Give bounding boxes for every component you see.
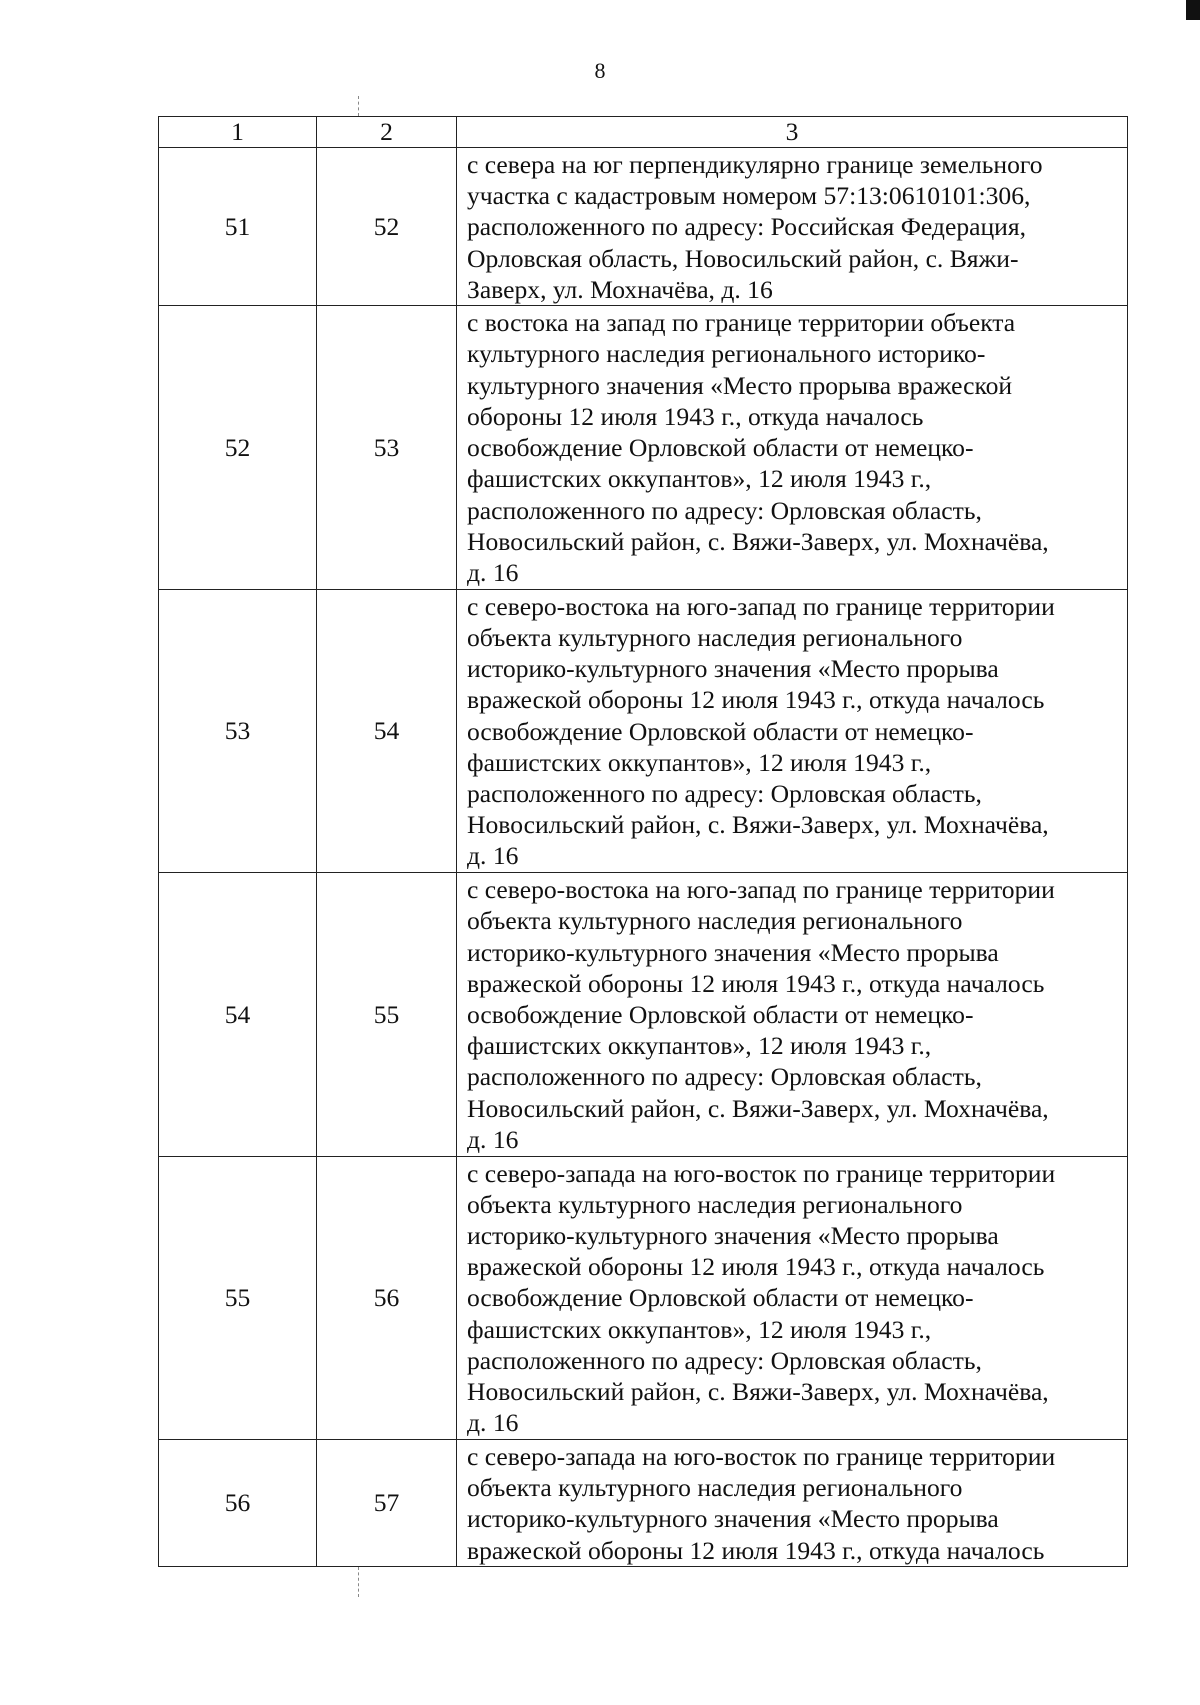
from-point-cell: 53	[159, 589, 317, 872]
to-point-cell: 57	[317, 1439, 457, 1566]
table-row	[159, 306, 1128, 589]
boundary-points-table	[158, 116, 1128, 1567]
boundary-description-cell: с востока на запад по границе территории объекта культурного наследия регионального историко- культурного значения «Место прорыва вражеской обороны 12 июля 1943 г., откуда началось освобождение Орловской области от немецко- фашистских оккупантов», 12 июля 1943 г., расположенного по адресу: Орловская область, Новосильский район, с. Вяжи-Заверх, ул. Мохначёва, д. 16	[457, 306, 1128, 589]
boundary-description-cell: с северо-запада на юго-восток по границе территории объекта культурного наследия регионального историко-культурного значения «Место прорыва вражеской обороны 12 июля 1943 г., откуда началось освобождение Орловской области от немецко- фашистских оккупантов», 12 июля 1943 г., расположенного по адресу: Орловская область, Новосильский район, с. Вяжи-Заверх, ул. Мохначёва, д. 16	[457, 1156, 1128, 1439]
to-point-cell: 56	[317, 1156, 457, 1439]
from-point-cell: 51	[159, 148, 317, 306]
header-cell-2: 2	[317, 117, 457, 148]
to-point-cell: 53	[317, 306, 457, 589]
scan-edge-mark	[1186, 0, 1200, 20]
header-cell-1: 1	[159, 117, 317, 148]
to-point-cell: 54	[317, 589, 457, 872]
table-row	[159, 1439, 1128, 1566]
boundary-description-cell: с северо-востока на юго-запад по границе территории объекта культурного наследия регионального историко-культурного значения «Место прорыва вражеской обороны 12 июля 1943 г., откуда началось освобождение Орловской области от немецко- фашистских оккупантов», 12 июля 1943 г., расположенного по адресу: Орловская область, Новосильский район, с. Вяжи-Заверх, ул. Мохначёва, д. 16	[457, 589, 1128, 872]
from-point-cell: 56	[159, 1439, 317, 1566]
scan-artifact-line	[358, 96, 359, 116]
table-row	[159, 148, 1128, 306]
page-number: 8	[594, 58, 606, 83]
from-point-cell: 54	[159, 873, 317, 1156]
to-point-cell: 55	[317, 873, 457, 1156]
from-point-cell: 52	[159, 306, 317, 589]
table-row	[159, 589, 1128, 872]
boundary-description-cell: с северо-востока на юго-запад по границе территории объекта культурного наследия регионального историко-культурного значения «Место прорыва вражеской обороны 12 июля 1943 г., откуда началось освобождение Орловской области от немецко- фашистских оккупантов», 12 июля 1943 г., расположенного по адресу: Орловская область, Новосильский район, с. Вяжи-Заверх, ул. Мохначёва, д. 16	[457, 873, 1128, 1156]
table-row	[159, 873, 1128, 1156]
boundary-description-cell: с севера на юг перпендикулярно границе земельного участка с кадастровым номером 57:13:0610101:306, расположенного по адресу: Российская Федерация, Орловская область, Новосильский район, с. Вяжи- Заверх, ул. Мохначёва, д. 16	[457, 148, 1128, 306]
to-point-cell: 52	[317, 148, 457, 306]
scan-artifact-line	[358, 1567, 359, 1597]
from-point-cell: 55	[159, 1156, 317, 1439]
boundary-description-cell: с северо-запада на юго-восток по границе территории объекта культурного наследия регионального историко-культурного значения «Место прорыва вражеской обороны 12 июля 1943 г., откуда началось	[457, 1439, 1128, 1566]
header-cell-3: 3	[457, 117, 1128, 148]
table-header-row	[159, 117, 1128, 148]
table-row	[159, 1156, 1128, 1439]
